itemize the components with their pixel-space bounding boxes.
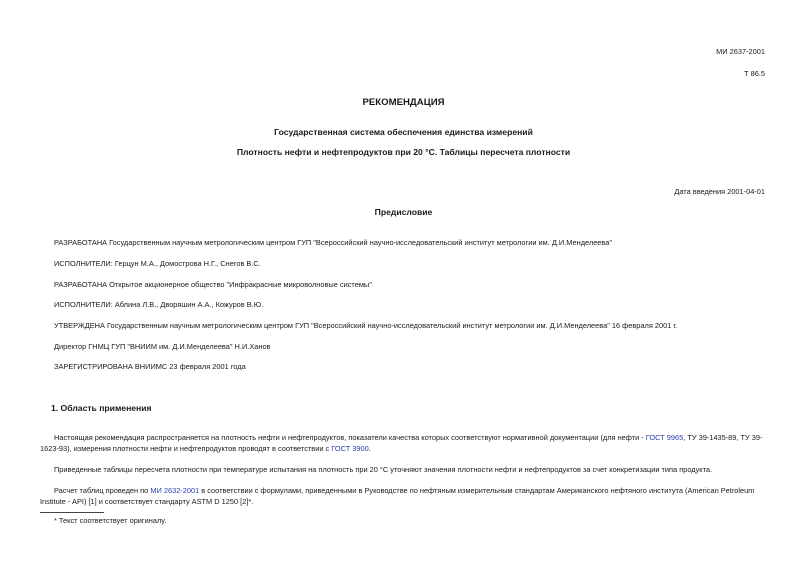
scope-paragraph-1 <box>40 432 770 454</box>
section-heading: 1. Область применения <box>51 403 152 413</box>
preface-item: ЗАРЕГИСТРИРОВАНА ВНИИМС 23 февраля 2001 года <box>54 362 246 371</box>
footnote: * Текст соответствует оригиналу. <box>54 516 167 525</box>
preface-item: Директор ГНМЦ ГУП "ВНИИМ им. Д.И.Менделеева" Н.И.Ханов <box>54 342 271 351</box>
mi-2632-link[interactable]: МИ 2632-2001 <box>150 486 200 495</box>
preface-item: РАЗРАБОТАНА Государственным научным метрологическим центром ГУП "Всероссийский научно-исследовательский институт метрологии им. Д.И.Менделеева" <box>54 238 612 247</box>
doc-type-title: РЕКОМЕНДАЦИЯ <box>362 97 445 108</box>
scope-paragraph-2: Приведенные таблицы пересчета плотности при температуре испытания на плотность при 20 °С уточняют значения плотности нефти и нефтепродуктов за счет конкретизации типа продукта. <box>54 465 713 474</box>
footnote-divider <box>40 512 104 513</box>
intro-date: Дата введения 2001-04-01 <box>674 187 765 196</box>
paragraph-text: в соответствии с формулами, приведенными в Руководстве по нефтяным измерительным стандартам Американского нефтяного института (American Petroleum Institute - API) [1] и соответствует стандарту ASTM D 1250 [2]*. <box>40 486 755 506</box>
paragraph-text: , ТУ 39-1435-89, ТУ 39-1623-93), измерения плотности нефти и нефтепродуктов проводят в соответствии с <box>40 433 763 453</box>
gost-9965-link[interactable]: ГОСТ 9965 <box>645 433 684 442</box>
preface-heading: Предисловие <box>374 207 433 217</box>
classifier-code: Т 86.5 <box>744 69 765 78</box>
preface-item: ИСПОЛНИТЕЛИ: Аблина Л.В., Дворяшин А.А., Кожуров В.Ю. <box>54 300 264 309</box>
subject-title: Плотность нефти и нефтепродуктов при 20 °С. Таблицы пересчета плотности <box>236 147 571 157</box>
paragraph-text: Настоящая рекомендация распространяется на плотность нефти и нефтепродуктов, показатели качества которых соответствуют нормативной документации (для нефти - <box>54 433 646 442</box>
preface-item: РАЗРАБОТАНА Открытое акционерное общество "Инфракрасные микроволновые системы" <box>54 280 372 289</box>
scope-paragraph-3 <box>40 485 770 507</box>
preface-item: УТВЕРЖДЕНА Государственным научным метрологическим центром ГУП "Всероссийский научно-исследовательский институт метрологии им. Д.И.Менделеева" 16 февраля 2001 г. <box>54 321 678 330</box>
gost-3900-link[interactable]: ГОСТ 3900 <box>331 444 369 453</box>
paragraph-text: Расчет таблиц проведен по <box>54 486 151 495</box>
paragraph-text: . <box>368 444 371 453</box>
system-title: Государственная система обеспечения единства измерений <box>274 127 533 137</box>
doc-number: МИ 2637-2001 <box>716 47 765 56</box>
preface-item: ИСПОЛНИТЕЛИ: Герцун М.А., Домострова Н.Г., Снегов В.С. <box>54 259 261 268</box>
